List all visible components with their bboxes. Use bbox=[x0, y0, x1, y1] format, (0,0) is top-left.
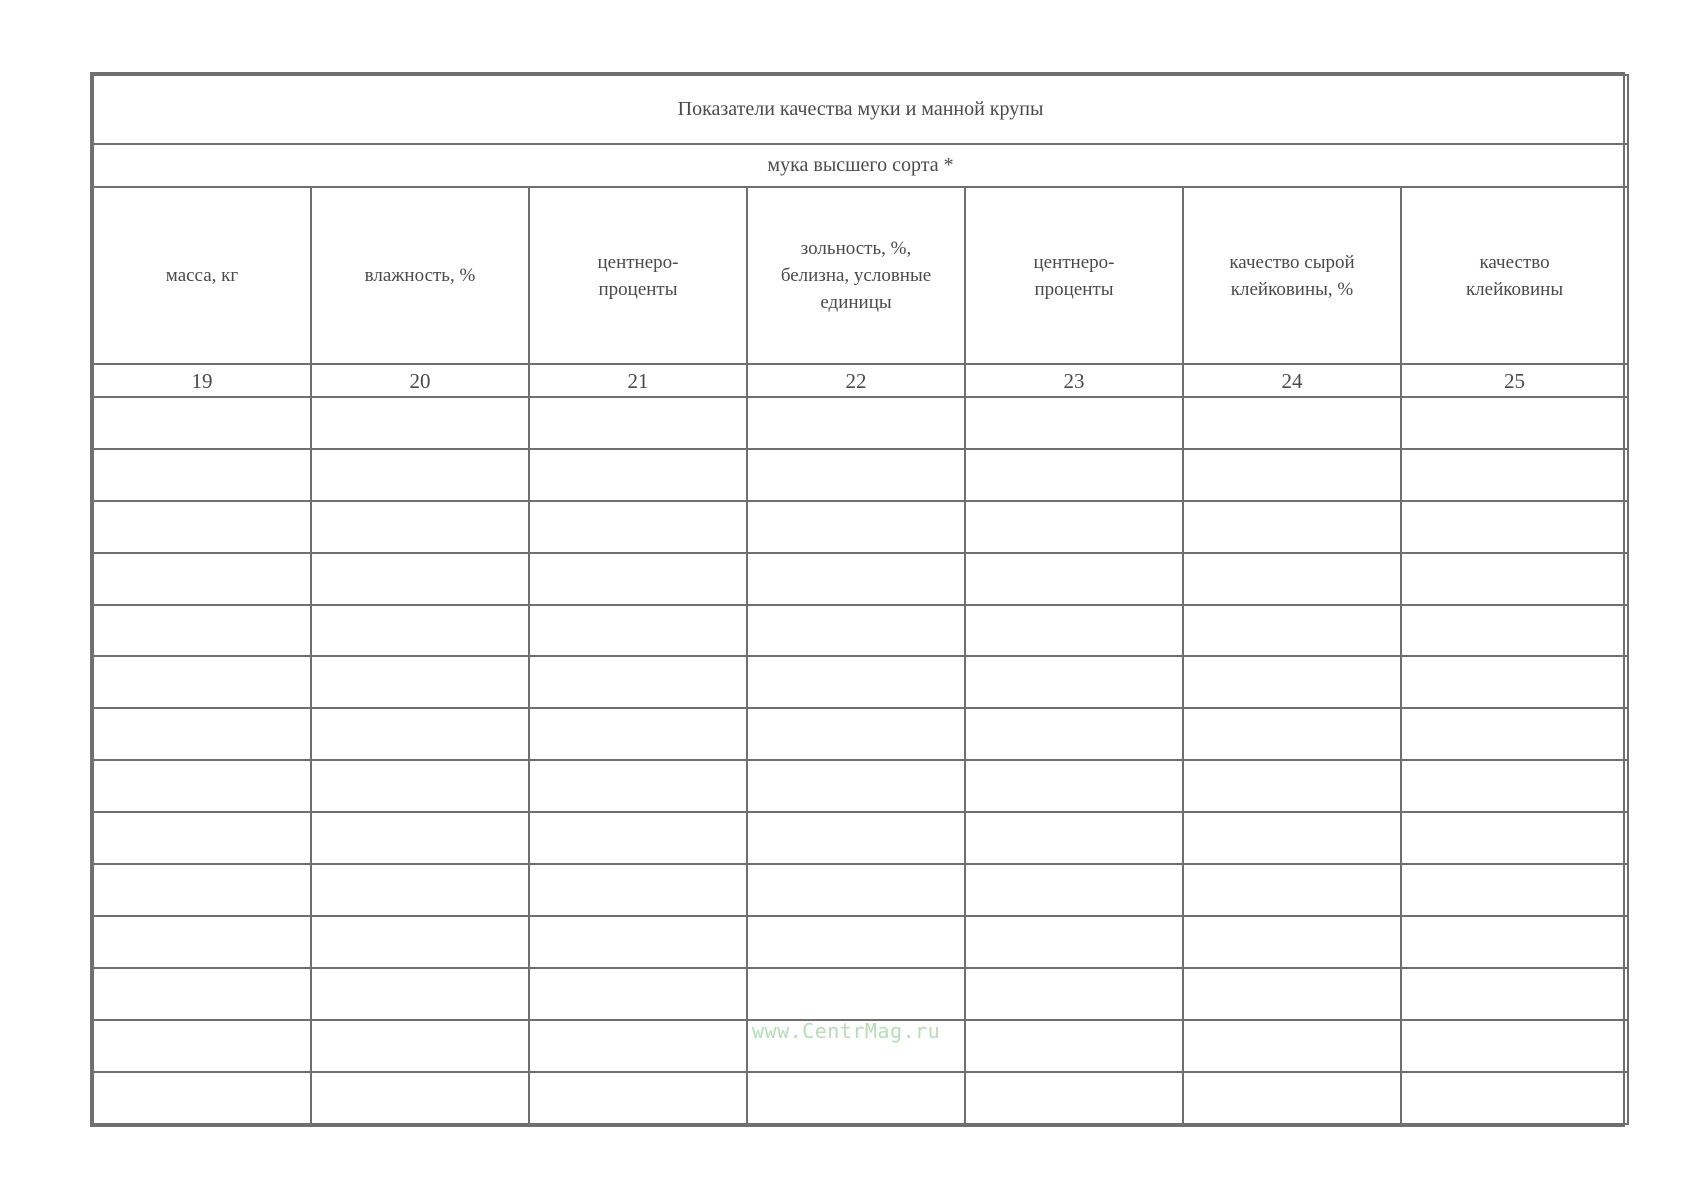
table-cell bbox=[1183, 760, 1401, 812]
table-cell bbox=[1183, 1072, 1401, 1124]
table-cell bbox=[965, 1072, 1183, 1124]
column-header-row bbox=[93, 187, 1628, 364]
table-cell bbox=[747, 864, 965, 916]
table-cell bbox=[965, 605, 1183, 657]
table-cell bbox=[747, 968, 965, 1020]
table-row bbox=[93, 968, 1628, 1020]
table-cell bbox=[1401, 1020, 1628, 1072]
table-cell bbox=[965, 397, 1183, 449]
table-cell bbox=[1401, 1072, 1628, 1124]
table-cell bbox=[1183, 449, 1401, 501]
table-title: Показатели качества муки и манной крупы bbox=[93, 75, 1628, 144]
table-cell bbox=[93, 449, 311, 501]
table-cell bbox=[747, 501, 965, 553]
table-cell bbox=[93, 708, 311, 760]
table-cell bbox=[311, 605, 529, 657]
column-header: качество клейковины bbox=[1401, 187, 1628, 364]
table-cell bbox=[965, 553, 1183, 605]
table-cell bbox=[1183, 968, 1401, 1020]
table-cell bbox=[1401, 656, 1628, 708]
table-cell bbox=[1401, 449, 1628, 501]
table-cell bbox=[529, 968, 747, 1020]
table-row bbox=[93, 605, 1628, 657]
column-header: масса, кг bbox=[93, 187, 311, 364]
table-cell bbox=[529, 760, 747, 812]
table-cell bbox=[93, 1020, 311, 1072]
table-cell bbox=[311, 968, 529, 1020]
column-number: 24 bbox=[1183, 364, 1401, 397]
table-row bbox=[93, 812, 1628, 864]
table-cell bbox=[1183, 708, 1401, 760]
table-cell bbox=[965, 708, 1183, 760]
column-header: центнеро- проценты bbox=[965, 187, 1183, 364]
table-cell bbox=[93, 1072, 311, 1124]
table-cell bbox=[93, 760, 311, 812]
table-cell bbox=[965, 864, 1183, 916]
table-cell bbox=[311, 656, 529, 708]
table-cell bbox=[747, 916, 965, 968]
table-cell bbox=[93, 397, 311, 449]
table-cell bbox=[529, 812, 747, 864]
table-cell bbox=[965, 916, 1183, 968]
table-cell bbox=[311, 760, 529, 812]
table-cell bbox=[529, 501, 747, 553]
column-number: 22 bbox=[747, 364, 965, 397]
table-cell bbox=[93, 968, 311, 1020]
table-cell bbox=[529, 605, 747, 657]
table-cell bbox=[747, 812, 965, 864]
table-cell bbox=[1183, 916, 1401, 968]
table-cell bbox=[965, 968, 1183, 1020]
column-number: 21 bbox=[529, 364, 747, 397]
table-cell bbox=[1401, 968, 1628, 1020]
table-cell bbox=[1401, 916, 1628, 968]
quality-table bbox=[92, 74, 1629, 1125]
table-cell bbox=[747, 708, 965, 760]
table-row bbox=[93, 397, 1628, 449]
table-cell bbox=[1183, 656, 1401, 708]
table-cell bbox=[529, 553, 747, 605]
table-cell bbox=[1183, 501, 1401, 553]
table-cell bbox=[965, 449, 1183, 501]
table-cell bbox=[747, 553, 965, 605]
table-cell bbox=[747, 760, 965, 812]
table-cell bbox=[1401, 760, 1628, 812]
table-cell bbox=[311, 1020, 529, 1072]
table-row bbox=[93, 501, 1628, 553]
table-cell bbox=[93, 656, 311, 708]
table-cell bbox=[93, 553, 311, 605]
table-cell bbox=[1401, 864, 1628, 916]
column-header: центнеро- проценты bbox=[529, 187, 747, 364]
table-cell bbox=[311, 916, 529, 968]
column-number: 20 bbox=[311, 364, 529, 397]
table-cell bbox=[1183, 605, 1401, 657]
table-cell bbox=[1183, 1020, 1401, 1072]
table-cell bbox=[1401, 501, 1628, 553]
table-cell bbox=[93, 864, 311, 916]
column-number-row bbox=[93, 364, 1628, 397]
table-row bbox=[93, 760, 1628, 812]
table-cell bbox=[1401, 397, 1628, 449]
table-cell bbox=[1401, 812, 1628, 864]
table-cell bbox=[311, 449, 529, 501]
table-cell bbox=[529, 449, 747, 501]
table-cell bbox=[1401, 605, 1628, 657]
table-cell bbox=[965, 656, 1183, 708]
table-cell bbox=[965, 760, 1183, 812]
table-cell bbox=[311, 708, 529, 760]
table-cell bbox=[93, 501, 311, 553]
table-subtitle: мука высшего сорта * bbox=[93, 144, 1628, 187]
column-header: зольность, %, белизна, условные единицы bbox=[747, 187, 965, 364]
table-cell bbox=[1183, 864, 1401, 916]
column-number: 23 bbox=[965, 364, 1183, 397]
table-cell bbox=[1183, 397, 1401, 449]
table-cell bbox=[747, 397, 965, 449]
table-cell bbox=[529, 916, 747, 968]
table-row bbox=[93, 708, 1628, 760]
table-cell bbox=[311, 501, 529, 553]
table-cell bbox=[529, 1072, 747, 1124]
watermark: www.CentrMag.ru bbox=[752, 1019, 941, 1043]
table-cell bbox=[93, 605, 311, 657]
table-row bbox=[93, 449, 1628, 501]
table-cell bbox=[1183, 812, 1401, 864]
table-cell bbox=[529, 397, 747, 449]
table-cell bbox=[965, 1020, 1183, 1072]
table-cell bbox=[93, 812, 311, 864]
table-cell bbox=[311, 812, 529, 864]
table-cell bbox=[1401, 708, 1628, 760]
table-cell bbox=[1183, 553, 1401, 605]
table-row bbox=[93, 1072, 1628, 1124]
column-header: качество сырой клейковины, % bbox=[1183, 187, 1401, 364]
table-row bbox=[93, 656, 1628, 708]
table-row bbox=[93, 864, 1628, 916]
form-sheet bbox=[90, 72, 1625, 1127]
table-cell bbox=[93, 916, 311, 968]
table-cell bbox=[529, 1020, 747, 1072]
column-header: влажность, % bbox=[311, 187, 529, 364]
table-cell bbox=[747, 656, 965, 708]
table-cell bbox=[965, 812, 1183, 864]
table-cell bbox=[529, 656, 747, 708]
table-cell bbox=[311, 864, 529, 916]
table-cell bbox=[311, 397, 529, 449]
table-cell bbox=[747, 449, 965, 501]
table-cell bbox=[747, 1072, 965, 1124]
column-number: 25 bbox=[1401, 364, 1628, 397]
table-cell bbox=[529, 864, 747, 916]
table-row bbox=[93, 553, 1628, 605]
table-cell bbox=[965, 501, 1183, 553]
table-cell bbox=[311, 1072, 529, 1124]
column-number: 19 bbox=[93, 364, 311, 397]
table-cell bbox=[311, 553, 529, 605]
table-cell bbox=[747, 605, 965, 657]
table-row bbox=[93, 916, 1628, 968]
table-cell bbox=[529, 708, 747, 760]
table-cell bbox=[1401, 553, 1628, 605]
